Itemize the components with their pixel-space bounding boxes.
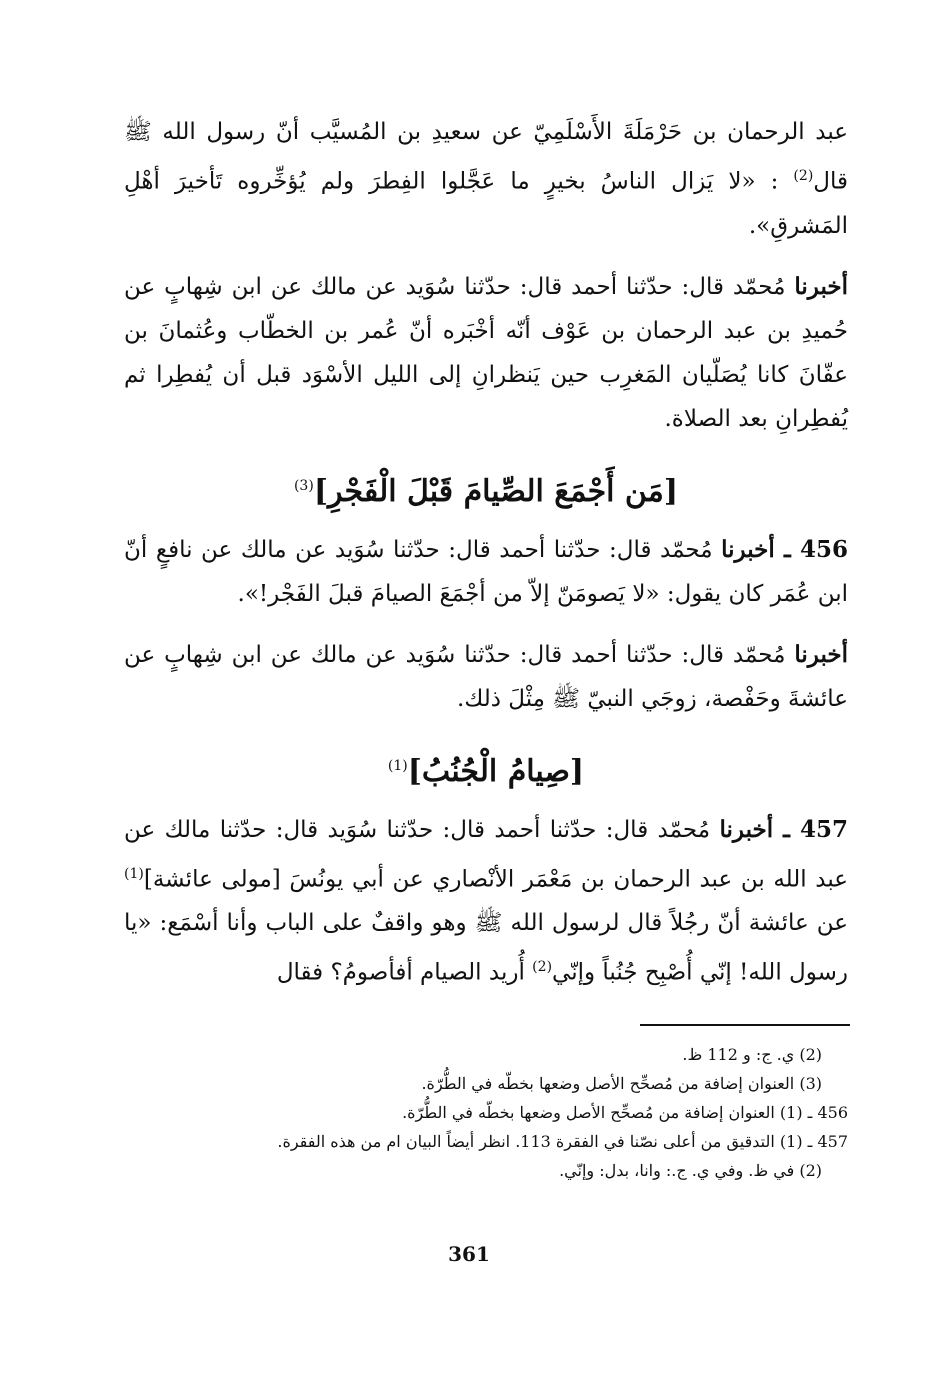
paragraph-2 — [124, 265, 848, 441]
footnote: (3) العنوان إضافة من مُصحِّح الأصل وضعها بخطّه في الطُّرّة. — [421, 1074, 822, 1093]
main-text — [124, 110, 848, 1012]
paragraph-456 — [124, 528, 848, 616]
paragraph-text: عن عائشة أنّ رجُلاً قال لرسول الله ﷺ وهو واقفٌ على الباب وأنا أسْمَع: «يا رسول الله! إنّي أُصْبِح جُنُباً وإنّي — [124, 910, 848, 986]
paragraph-1 — [124, 110, 848, 248]
footnote-ref: (1) — [124, 865, 144, 882]
paragraph-text: مُحمّد قال: حدّثنا أحمد قال: حدّثنا سُوَيد قال: حدّثنا مالك عن عبد الله بن عبد الرحمان بن مَعْمَر الأنْصاري عن أبي يونُسَ [مولى عائشة] — [124, 816, 848, 893]
page-number: 361 — [448, 1242, 490, 1266]
footnote-ref: (2) — [532, 959, 553, 976]
footnote: (2) ي. ج: و 112 ظ. — [682, 1045, 822, 1064]
paragraph-text: مُحمّد قال: حدّثنا أحمد قال: حدّثنا سُوَيد عن مالك عن نافعٍ أنّ ابن عُمَر كان يقول: «لا يَصومَنّ إلاّ من أجْمَعَ الصيامَ قبلَ الفَجْر!». — [124, 536, 848, 607]
footnote-ref: (3) — [293, 477, 314, 494]
paragraph-lead: 457 ـ أخبرنا — [719, 815, 849, 843]
paragraph-lead: أخبرنا — [794, 272, 848, 300]
paragraph-457 — [124, 808, 848, 995]
footnote-ref: (2) — [793, 168, 814, 184]
footnote: 457 ـ (1) التدقيق من أعلى نصّنا في الفقرة 113. انظر أيضاً البيان ام من هذه الفقرة. — [277, 1132, 848, 1151]
paragraph-text: مُحمّد قال: حدّثنا أحمد قال: حدّثنا سُوَيد عن مالك عن ابن شِهابٍ عن عائشةَ وحَفْصة، زوجَي النبيّ ﷺ مِثْلَ ذلك. — [124, 641, 848, 712]
section-heading-2 — [124, 738, 848, 800]
footnote: 456 ـ (1) العنوان إضافة من مُصحِّح الأصل وضعها بخطّه في الطُّرّة. — [402, 1103, 848, 1122]
footnote: (2) في ظ. وفي ي. ج.: وانا، بدل: وإنّي. — [559, 1161, 822, 1180]
footnote-ref: (1) — [387, 757, 408, 774]
paragraph-lead: 456 ـ أخبرنا — [721, 535, 848, 563]
paragraph-lead: أخبرنا — [794, 640, 848, 668]
footnote-divider — [640, 1024, 850, 1026]
footnotes — [124, 1040, 848, 1185]
paragraph-text: عبد الرحمان بن حَرْمَلَةَ الأَسْلَمِيّ عن سعيدِ بن المُسيَّب أنّ رسول الله ﷺ قال — [124, 119, 848, 195]
heading-text: [صِيامُ الْجُنُبُ] — [407, 753, 585, 789]
heading-text: [مَن أَجْمَعَ الصِّيامَ قَبْلَ الْفَجْرِ] — [313, 473, 679, 509]
paragraph-text: مُحمّد قال: حدّثنا أحمد قال: حدّثنا سُوَيد عن مالك عن ابن شِهابٍ عن حُميدِ بن عبد الرحمان بن عَوْف أنّه أخْبَره أنّ عُمر بن الخطّاب وعُثمانَ بن عفّانَ كانا يُصَلّيان المَغرِب حين يَنظرانِ إلى الليل الأسْوَد قبل أن يُفطِرا ثم يُفطِرانِ بعد الصلاة. — [124, 273, 848, 432]
paragraph-4 — [124, 633, 848, 721]
paragraph-text: : «لا يَزال الناسُ بخيرٍ ما عَجَّلوا الفِطرَ ولم يُؤخِّروه تَأخيرَ أهْلِ المَشرقِ». — [124, 168, 848, 239]
paragraph-text: أُريد الصيام أفأصومُ؟ فقال — [276, 959, 533, 986]
section-heading-1 — [124, 458, 848, 520]
